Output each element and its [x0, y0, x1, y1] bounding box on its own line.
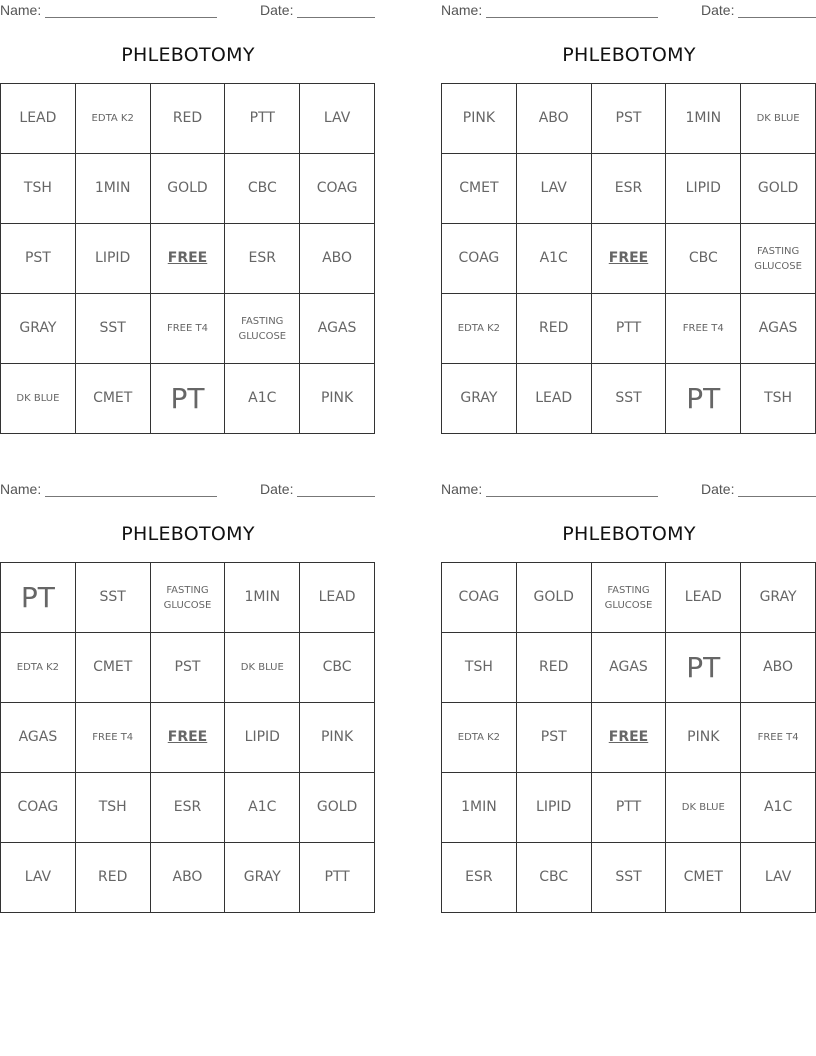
bingo-cell[interactable]: CBC [666, 224, 741, 294]
bingo-cell[interactable]: EDTA K2 [442, 703, 517, 773]
bingo-cell[interactable]: CBC [225, 154, 300, 224]
bingo-cell[interactable]: GOLD [741, 154, 816, 224]
bingo-cell[interactable]: SST [592, 364, 667, 434]
bingo-cell[interactable]: PST [517, 703, 592, 773]
bingo-cell[interactable]: GRAY [225, 843, 300, 913]
free-space-cell[interactable]: FREE [151, 224, 226, 294]
bingo-cell[interactable]: RED [76, 843, 151, 913]
name-field[interactable] [486, 17, 658, 18]
name-label: Name: [0, 2, 42, 18]
bingo-card [441, 0, 816, 440]
bingo-cell[interactable]: LEAD [1, 84, 76, 154]
bingo-grid [0, 83, 375, 434]
bingo-cell[interactable]: FASTING GLUCOSE [741, 224, 816, 294]
date-label: Date: [260, 2, 294, 18]
bingo-cell[interactable]: 1MIN [666, 84, 741, 154]
bingo-cell[interactable]: CMET [442, 154, 517, 224]
bingo-cell[interactable]: PST [592, 84, 667, 154]
bingo-cell[interactable]: EDTA K2 [1, 633, 76, 703]
bingo-cell[interactable]: LAV [1, 843, 76, 913]
date-field[interactable] [738, 496, 816, 497]
bingo-cell[interactable]: A1C [741, 773, 816, 843]
bingo-grid [441, 562, 816, 913]
bingo-cell[interactable]: GOLD [300, 773, 375, 843]
bingo-cell[interactable]: TSH [741, 364, 816, 434]
bingo-cell[interactable]: GOLD [151, 154, 226, 224]
bingo-cell[interactable]: RED [517, 294, 592, 364]
bingo-cell[interactable]: PT [151, 364, 226, 434]
bingo-cell[interactable]: 1MIN [225, 563, 300, 633]
bingo-grid [441, 83, 816, 434]
bingo-cell[interactable]: FASTING GLUCOSE [592, 563, 667, 633]
bingo-cell[interactable]: LAV [517, 154, 592, 224]
bingo-cell[interactable]: PTT [225, 84, 300, 154]
name-label: Name: [441, 2, 483, 18]
bingo-cell[interactable]: FREE T4 [741, 703, 816, 773]
bingo-cell[interactable]: CMET [666, 843, 741, 913]
bingo-cell[interactable]: PINK [442, 84, 517, 154]
bingo-cell[interactable]: ESR [592, 154, 667, 224]
bingo-cell[interactable]: LAV [741, 843, 816, 913]
date-label: Date: [701, 481, 735, 497]
bingo-cell[interactable]: 1MIN [442, 773, 517, 843]
card-title: PHLEBOTOMY [121, 44, 255, 66]
bingo-cell[interactable]: SST [592, 843, 667, 913]
name-date-row [441, 481, 816, 499]
free-space-cell[interactable]: FREE [592, 224, 667, 294]
card-title: PHLEBOTOMY [562, 523, 696, 545]
bingo-cell[interactable]: FREE T4 [76, 703, 151, 773]
bingo-cell[interactable]: GRAY [741, 563, 816, 633]
bingo-cell[interactable]: FASTING GLUCOSE [225, 294, 300, 364]
bingo-card [441, 479, 816, 919]
date-field[interactable] [297, 496, 375, 497]
bingo-cell[interactable]: RED [151, 84, 226, 154]
bingo-cell[interactable]: PST [1, 224, 76, 294]
date-label: Date: [260, 481, 294, 497]
bingo-cell[interactable]: PINK [300, 364, 375, 434]
bingo-cell[interactable]: COAG [1, 773, 76, 843]
date-label: Date: [701, 2, 735, 18]
name-date-row [441, 2, 816, 20]
bingo-cell[interactable]: FASTING GLUCOSE [151, 563, 226, 633]
bingo-cell[interactable]: FREE T4 [666, 294, 741, 364]
bingo-card [0, 0, 376, 440]
bingo-cell[interactable]: PTT [592, 773, 667, 843]
date-field[interactable] [738, 17, 816, 18]
date-field[interactable] [297, 17, 375, 18]
bingo-cell[interactable]: ESR [225, 224, 300, 294]
bingo-cell[interactable]: LEAD [666, 563, 741, 633]
bingo-cell[interactable]: AGAS [592, 633, 667, 703]
free-space-cell[interactable]: FREE [592, 703, 667, 773]
bingo-cell[interactable]: AGAS [300, 294, 375, 364]
bingo-cell[interactable]: SST [76, 563, 151, 633]
bingo-cell[interactable]: ABO [151, 843, 226, 913]
bingo-cell[interactable]: PINK [666, 703, 741, 773]
bingo-cell[interactable]: EDTA K2 [442, 294, 517, 364]
bingo-cell[interactable]: DK BLUE [741, 84, 816, 154]
bingo-cell[interactable]: PT [666, 364, 741, 434]
card-title: PHLEBOTOMY [562, 44, 696, 66]
bingo-cell[interactable]: PT [666, 633, 741, 703]
bingo-cell[interactable]: DK BLUE [666, 773, 741, 843]
bingo-grid [0, 562, 375, 913]
bingo-cell[interactable]: GRAY [442, 364, 517, 434]
name-field[interactable] [45, 496, 217, 497]
bingo-card [0, 479, 376, 919]
bingo-cell[interactable]: PST [151, 633, 226, 703]
name-label: Name: [441, 481, 483, 497]
bingo-cell[interactable]: ABO [517, 84, 592, 154]
name-label: Name: [0, 481, 42, 497]
bingo-cell[interactable]: GRAY [1, 294, 76, 364]
bingo-cell[interactable]: PTT [300, 843, 375, 913]
bingo-cell[interactable]: TSH [1, 154, 76, 224]
bingo-cell[interactable]: 1MIN [76, 154, 151, 224]
bingo-cell[interactable]: AGAS [741, 294, 816, 364]
bingo-cell[interactable]: RED [517, 633, 592, 703]
name-date-row [0, 2, 376, 20]
bingo-cell[interactable]: COAG [442, 224, 517, 294]
bingo-cell[interactable]: COAG [300, 154, 375, 224]
bingo-cell[interactable]: LIPID [76, 224, 151, 294]
bingo-cell[interactable]: PTT [592, 294, 667, 364]
bingo-cell[interactable]: CMET [76, 364, 151, 434]
bingo-cell[interactable]: TSH [76, 773, 151, 843]
bingo-cell[interactable]: PINK [300, 703, 375, 773]
bingo-cell[interactable]: PT [1, 563, 76, 633]
bingo-cell[interactable]: ABO [741, 633, 816, 703]
bingo-cell[interactable]: FREE T4 [151, 294, 226, 364]
name-date-row [0, 481, 376, 499]
card-title: PHLEBOTOMY [121, 523, 255, 545]
bingo-cell[interactable]: A1C [225, 364, 300, 434]
bingo-cell[interactable]: A1C [225, 773, 300, 843]
bingo-cell[interactable]: CBC [517, 843, 592, 913]
bingo-cell[interactable]: ABO [300, 224, 375, 294]
bingo-cell[interactable]: LEAD [517, 364, 592, 434]
bingo-cell[interactable]: LAV [300, 84, 375, 154]
bingo-cell[interactable]: A1C [517, 224, 592, 294]
name-field[interactable] [45, 17, 217, 18]
bingo-cell[interactable]: COAG [442, 563, 517, 633]
bingo-cell[interactable]: CBC [300, 633, 375, 703]
bingo-cell[interactable]: SST [76, 294, 151, 364]
bingo-cell[interactable]: ESR [151, 773, 226, 843]
bingo-cell[interactable]: GOLD [517, 563, 592, 633]
bingo-cell[interactable]: ESR [442, 843, 517, 913]
bingo-cell[interactable]: LEAD [300, 563, 375, 633]
bingo-cell[interactable]: DK BLUE [225, 633, 300, 703]
bingo-cell[interactable]: DK BLUE [1, 364, 76, 434]
bingo-cell[interactable]: LIPID [225, 703, 300, 773]
free-space-cell[interactable]: FREE [151, 703, 226, 773]
bingo-cell[interactable]: LIPID [517, 773, 592, 843]
bingo-cell[interactable]: CMET [76, 633, 151, 703]
bingo-cell[interactable]: LIPID [666, 154, 741, 224]
name-field[interactable] [486, 496, 658, 497]
bingo-cell[interactable]: TSH [442, 633, 517, 703]
bingo-cell[interactable]: AGAS [1, 703, 76, 773]
bingo-cell[interactable]: EDTA K2 [76, 84, 151, 154]
